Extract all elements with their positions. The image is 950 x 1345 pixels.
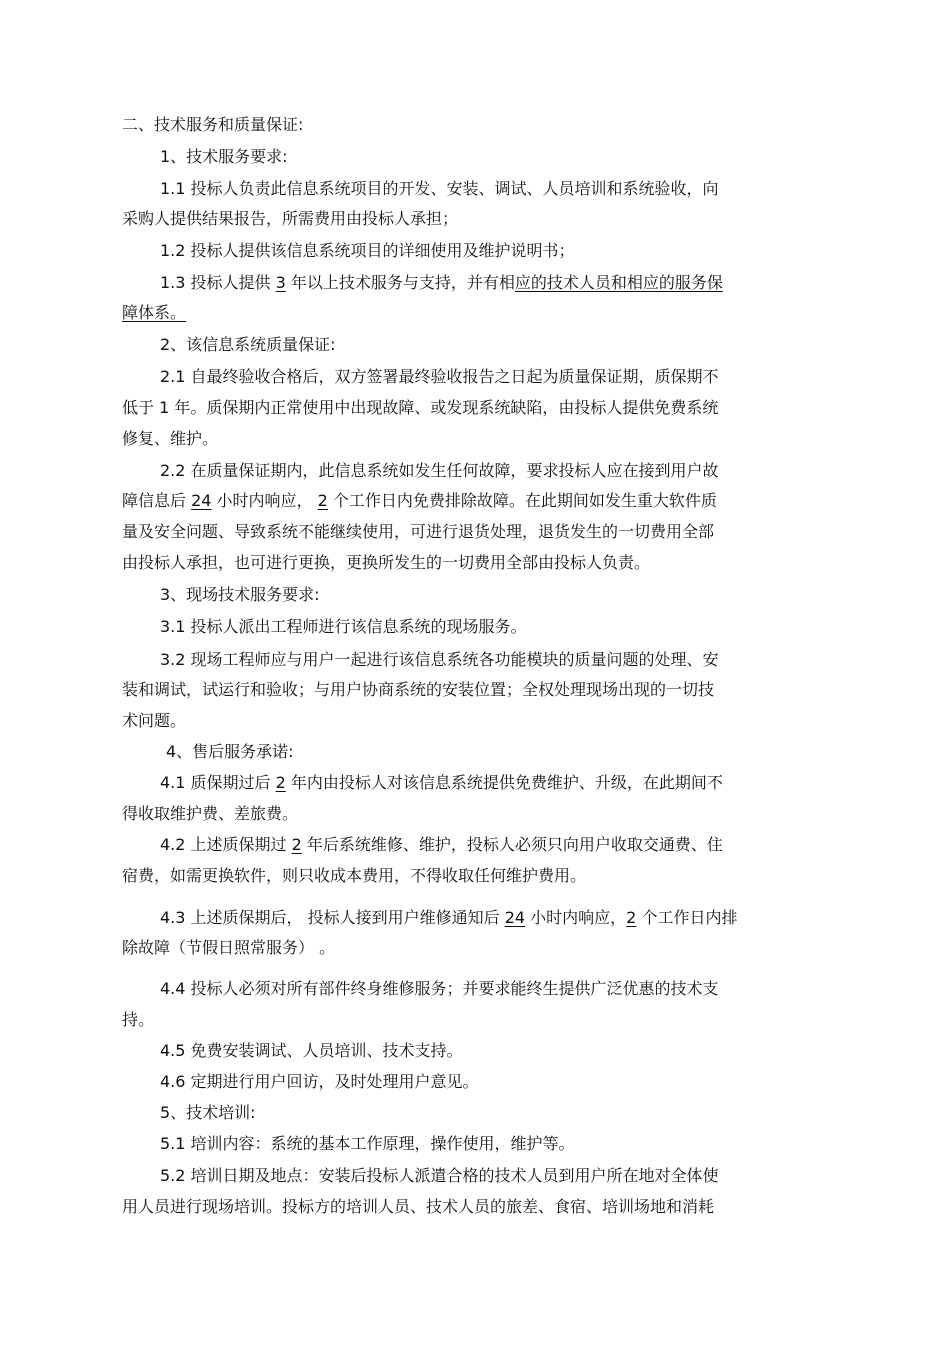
paragraph-line bbox=[160, 835, 723, 855]
paragraph-line: 5.2 培训日期及地点：安装后投标人派遣合格的技术人员到用户所在地对全体使 bbox=[160, 1166, 719, 1185]
underlined-value: 3 bbox=[275, 273, 286, 292]
text-run: 障信息后 bbox=[122, 491, 192, 510]
paragraph-line: 3.1 投标人派出工程师进行该信息系统的现场服务。 bbox=[160, 617, 527, 636]
paragraph-line: 修复、维护。 bbox=[122, 429, 219, 448]
subsection-heading: 4、售后服务承诺: bbox=[166, 742, 294, 761]
paragraph-line: 2.1 自最终验收合格后，双方签署最终验收报告之日起为质量保证期，质保期不 bbox=[160, 367, 719, 386]
text-run: 4.2 上述质保期过 bbox=[160, 835, 292, 854]
underline-blank bbox=[723, 274, 757, 288]
paragraph-line: 低于 1 年。质保期内正常使用中出现故障、或发现系统缺陷，由投标人提供免费系统 bbox=[122, 398, 719, 417]
paragraph-line: 4.4 投标人必须对所有部件终身维修服务；并要求能终生提供广泛优惠的技术支 bbox=[160, 979, 719, 998]
text-run: 年后系统维修、维护，投标人必须只向用户收取交通费、住 bbox=[301, 835, 723, 854]
underlined-value: 24 bbox=[191, 491, 212, 510]
paragraph-line: 3.2 现场工程师应与用户一起进行该信息系统各功能模块的质量问题的处理、安 bbox=[160, 650, 719, 669]
underlined-value: 2 bbox=[317, 491, 328, 510]
text-run: 年以上技术服务与支持，并有相 bbox=[285, 273, 515, 292]
text-run: 1.3 投标人提供 bbox=[160, 273, 276, 292]
paragraph-line: 1.2 投标人提供该信息系统项目的详细使用及维护说明书； bbox=[160, 241, 575, 260]
paragraph-line: 用人员进行现场培训。投标方的培训人员、技术人员的旅差、食宿、培训场地和消耗 bbox=[122, 1197, 715, 1216]
underlined-value: 2 bbox=[626, 908, 637, 927]
paragraph-line bbox=[160, 273, 757, 293]
paragraph-line bbox=[122, 303, 198, 323]
subsection-heading: 5、技术培训: bbox=[160, 1103, 256, 1122]
underlined-value: 24 bbox=[504, 908, 526, 927]
underlined-value: 2 bbox=[275, 773, 286, 792]
paragraph-line: 2.2 在质量保证期内，此信息系统如发生任何故障，要求投标人应在接到用户故 bbox=[160, 461, 719, 480]
section-heading: 二、技术服务和质量保证: bbox=[122, 115, 304, 134]
paragraph-line bbox=[122, 491, 717, 511]
paragraph-line: 5.1 培训内容：系统的基本工作原理，操作使用，维护等。 bbox=[160, 1134, 575, 1153]
underlined-text: 应的技术人员和相应的服务保 bbox=[514, 273, 723, 292]
paragraph-line: 4.6 定期进行用户回访，及时处理用户意见。 bbox=[160, 1072, 479, 1091]
underlined-text: 障体系。 bbox=[122, 303, 187, 322]
text-run: 4.1 质保期过后 bbox=[160, 773, 276, 792]
paragraph-line: 采购人提供结果报告，所需费用由投标人承担； bbox=[122, 209, 459, 228]
paragraph-line: 得收取维护费、差旅费。 bbox=[122, 804, 299, 823]
text-run: 个工作日内免费排除故障。在此期间如发生重大软件质 bbox=[327, 491, 717, 510]
underlined-value: 2 bbox=[291, 835, 302, 854]
subsection-heading: 2、该信息系统质量保证: bbox=[160, 335, 336, 354]
paragraph-line: 4.5 免费安装调试、人员培训、技术支持。 bbox=[160, 1041, 463, 1060]
underline-blank bbox=[186, 304, 198, 318]
text-run: 年内由投标人对该信息系统提供免费维护、升级，在此期间不 bbox=[285, 773, 723, 792]
text-run: 4.3 上述质保期后， 投标人接到用户维修通知后 bbox=[160, 908, 505, 927]
paragraph-line: 术问题。 bbox=[122, 711, 187, 730]
paragraph-line: 除故障（节假日照常服务） 。 bbox=[122, 938, 336, 957]
paragraph-line: 由投标人承担，也可进行更换，更换所发生的一切费用全部由投标人负责。 bbox=[122, 553, 651, 572]
paragraph-line: 宿费，如需更换软件，则只收成本费用，不得收取任何维护费用。 bbox=[122, 866, 587, 885]
text-run: 小时内响应， bbox=[525, 908, 627, 927]
paragraph-line bbox=[160, 908, 737, 928]
paragraph-line: 装和调试，试运行和验收；与用户协商系统的安装位置；全权处理现场出现的一切技 bbox=[122, 680, 715, 699]
paragraph-line bbox=[160, 773, 723, 793]
text-run: 个工作日内排 bbox=[636, 908, 738, 927]
subsection-heading: 1、技术服务要求: bbox=[160, 147, 288, 166]
paragraph-line: 1.1 投标人负责此信息系统项目的开发、安装、调试、人员培训和系统验收，向 bbox=[160, 179, 719, 198]
paragraph-line: 持。 bbox=[122, 1010, 155, 1029]
text-run: 小时内响应， bbox=[211, 491, 318, 510]
paragraph-line: 量及安全问题、导致系统不能继续使用，可进行退货处理，退货发生的一切费用全部 bbox=[122, 522, 715, 541]
subsection-heading: 3、现场技术服务要求: bbox=[160, 585, 320, 604]
